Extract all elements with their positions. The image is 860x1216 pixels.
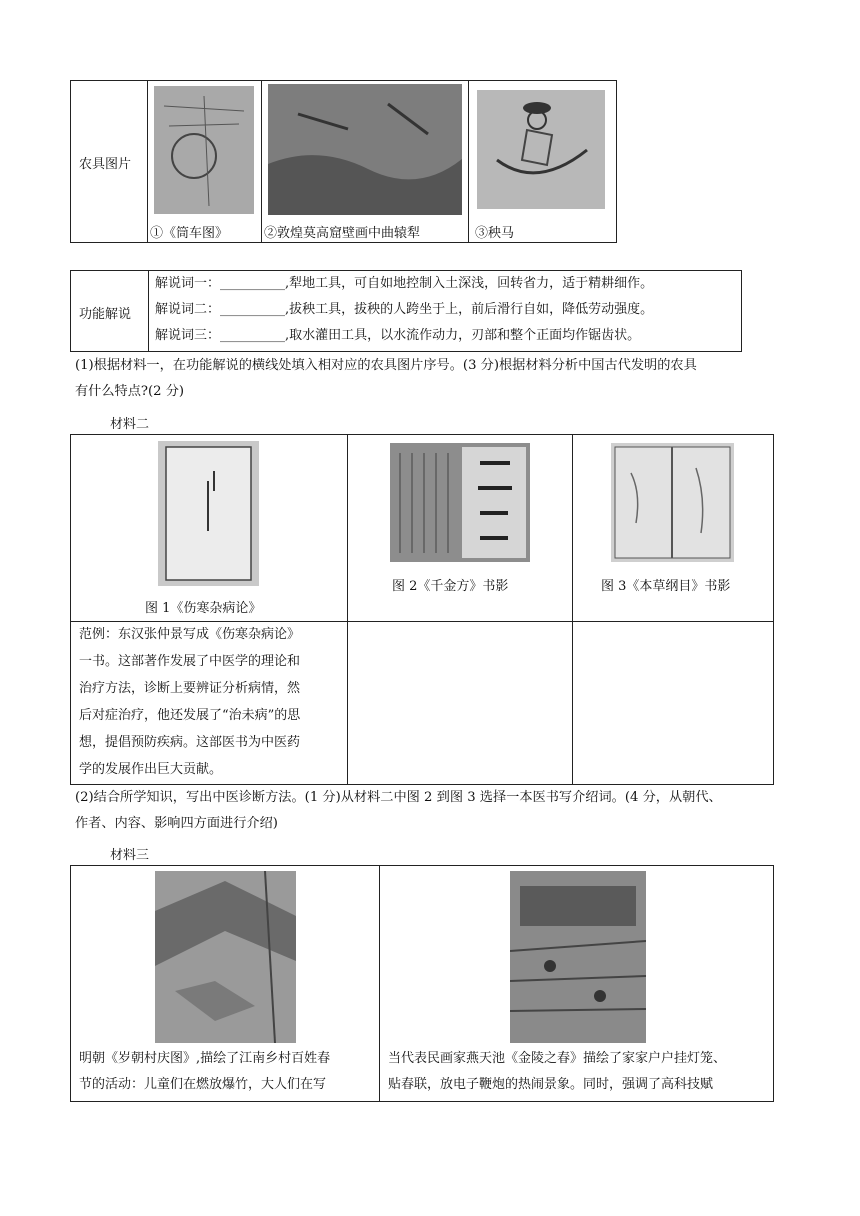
tools-cell-2 bbox=[262, 81, 469, 243]
tools-cell-1 bbox=[148, 81, 262, 243]
bencao-book-image bbox=[611, 443, 734, 562]
plough-mural-image bbox=[268, 84, 462, 215]
question-2-line-2: 作者、内容、影响四方面进行介绍) bbox=[75, 816, 278, 831]
waterwheel-image bbox=[154, 86, 254, 214]
question-2-line-1: (2)结合所学知识，写出中医诊断方法。(1 分)从材料二中图 2 到图 3 选择一本医书写介绍词。(4 分，从朝代、 bbox=[75, 790, 722, 805]
question-1-line-2: 有什么特点?(2 分) bbox=[75, 384, 185, 399]
tools-row-label: 农具图片 bbox=[79, 157, 132, 172]
book-cell-1 bbox=[71, 435, 348, 622]
explain-line-2: 解说词二：__________,拔秧工具，拔秧的人跨坐于上，前后滑行自如，降低劳动强度。 bbox=[155, 302, 654, 317]
suichao-painting-image bbox=[155, 871, 296, 1043]
painting-2-line-2: 贴春联，放电子鞭炮的热闹景象。同时，强调了高科技赋 bbox=[388, 1077, 714, 1092]
book-cell-2 bbox=[348, 435, 573, 622]
example-line-4: 后对症治疗，他还发展了“治未病”的思 bbox=[79, 708, 301, 723]
answer-cell-3[interactable] bbox=[573, 622, 774, 785]
seedling-horse-image bbox=[477, 90, 605, 209]
book-caption-2: 图 2《千金方》书影 bbox=[392, 579, 509, 594]
painting-cell-2 bbox=[380, 866, 774, 1102]
question-1-line-1: (1)根据材料一，在功能解说的横线处填入相对应的农具图片序号。(3 分)根据材料分析中国古代发明的农具 bbox=[75, 358, 697, 373]
example-line-3: 治疗方法，诊断上要辨证分析病情，然 bbox=[79, 681, 301, 696]
painting-1-line-2: 节的活动：儿童们在燃放爆竹，大人们在写 bbox=[79, 1077, 327, 1092]
tools-caption-2: ②敦煌莫高窟壁画中曲辕犁 bbox=[264, 226, 421, 241]
answer-blank-3[interactable]: __________ bbox=[220, 328, 286, 343]
tools-row-label-cell bbox=[71, 81, 148, 243]
painting-cell-1 bbox=[71, 866, 380, 1102]
shanghan-book-image bbox=[158, 441, 259, 586]
jinling-painting-image bbox=[510, 871, 646, 1043]
example-cell bbox=[71, 622, 348, 785]
example-line-6: 学的发展作出巨大贡献。 bbox=[79, 762, 223, 777]
book-cell-3 bbox=[573, 435, 774, 622]
book-caption-1: 图 1《伤寒杂病论》 bbox=[145, 601, 262, 616]
material-2-table bbox=[70, 434, 774, 785]
material-3-table bbox=[70, 865, 774, 1102]
material-2-label: 材料二 bbox=[110, 417, 150, 432]
function-lines-cell bbox=[149, 271, 742, 352]
tools-cell-3 bbox=[469, 81, 617, 243]
tools-image-table bbox=[70, 80, 617, 243]
example-line-2: 一书。这部著作发展了中医学的理论和 bbox=[79, 654, 301, 669]
answer-cell-2[interactable] bbox=[348, 622, 573, 785]
painting-1-line-1: 明朝《岁朝村庆图》,描绘了江南乡村百姓春 bbox=[79, 1051, 331, 1066]
function-explain-table bbox=[70, 270, 742, 352]
answer-blank-2[interactable]: __________ bbox=[220, 302, 286, 317]
example-line-1: 范例：东汉张仲景写成《伤寒杂病论》 bbox=[79, 627, 301, 642]
tools-caption-1: ①《筒车图》 bbox=[150, 226, 229, 241]
function-row-label-cell bbox=[71, 271, 149, 352]
answer-blank-1[interactable]: __________ bbox=[220, 276, 286, 291]
book-caption-3: 图 3《本草纲目》书影 bbox=[601, 579, 731, 594]
example-line-5: 想，提倡预防疾病。这部医书为中医药 bbox=[79, 735, 301, 750]
explain-line-3: 解说词三：__________,取水灌田工具，以水流作动力，刃部和整个正面均作锯齿状。 bbox=[155, 328, 641, 343]
explain-line-1: 解说词一：__________,犁地工具，可自如地控制入土深浅，回转省力，适于精耕细作。 bbox=[155, 276, 654, 291]
painting-2-line-1: 当代表民画家燕天池《金陵之春》描绘了家家户户挂灯笼、 bbox=[388, 1051, 727, 1066]
qianjin-book-image bbox=[390, 443, 530, 562]
material-3-label: 材料三 bbox=[110, 848, 150, 863]
tools-caption-3: ③秧马 bbox=[475, 226, 515, 241]
function-row-label: 功能解说 bbox=[79, 307, 132, 322]
